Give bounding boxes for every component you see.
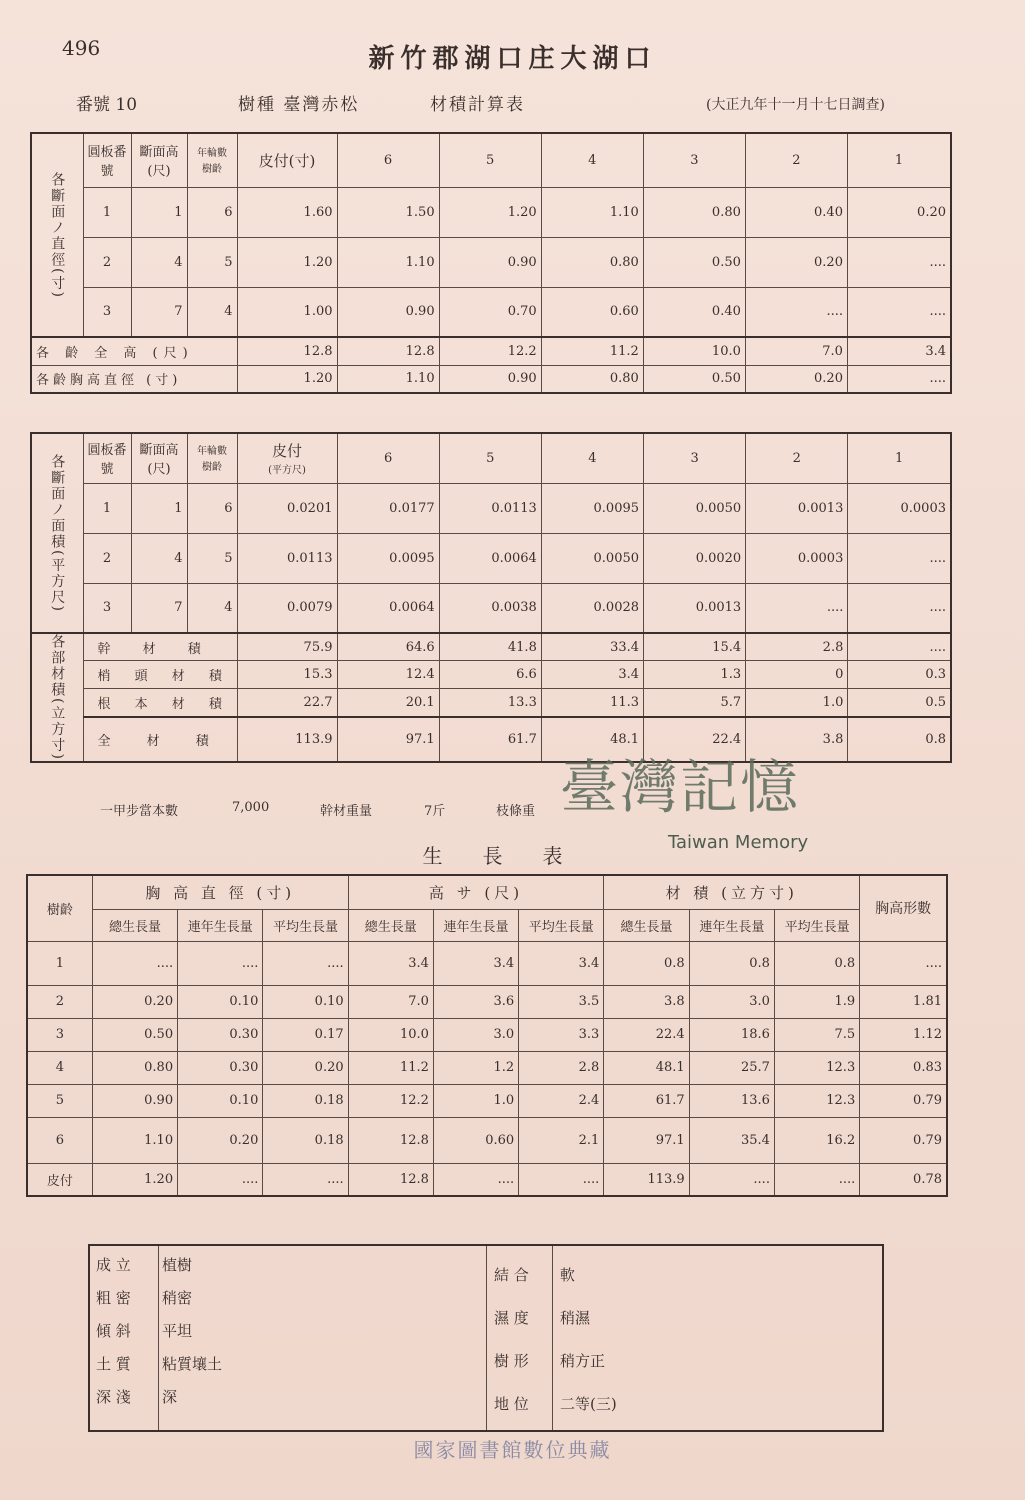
branch-weight-label: 枝條重 xyxy=(496,804,536,819)
stem-weight-label: 幹材重量 xyxy=(320,804,373,819)
table-row: 梢 頭 材 積 15.3 12.4 6.6 3.4 1.3 0 0.3 xyxy=(31,661,951,689)
age-col: 3 xyxy=(643,133,745,187)
diameter-side-label: 各斷面ノ直徑(寸) xyxy=(31,133,83,337)
age-col: 5 xyxy=(439,133,541,187)
species: 樹種 臺灣赤松 xyxy=(238,95,360,115)
table-row: 5 0.90 0.10 0.18 12.2 1.0 2.4 61.7 13.6 12.3 0.79 xyxy=(27,1084,947,1117)
site-item-label: 樹 形 xyxy=(494,1352,529,1370)
table-row: 3 7 4 1.00 0.90 0.70 0.60 0.40 .... .... xyxy=(31,287,951,337)
table-row: 各齡胸高直徑 (寸) 1.20 1.10 0.90 0.80 0.50 0.20 .... xyxy=(31,365,951,393)
bark-header: 皮付 (平方尺) xyxy=(237,433,337,483)
site-item-label: 粗 密 xyxy=(96,1289,131,1307)
volume-group-header: 材 積 (立方寸) xyxy=(604,875,860,909)
disc-header: 圓板番號 xyxy=(83,133,131,187)
growth-table-title: 生長表 xyxy=(422,844,603,868)
bark-header: 皮付(寸) xyxy=(237,133,337,187)
site-item-label: 深 淺 xyxy=(96,1388,131,1406)
form-factor-header: 胸高形數 xyxy=(860,875,947,941)
site-item xyxy=(96,1320,192,1341)
site-item-label: 傾 斜 xyxy=(96,1322,131,1340)
survey-date: (大正九年十一月十七日調查) xyxy=(706,97,885,113)
table-row: 1 1 6 0.0201 0.0177 0.0113 0.0095 0.0050 0.0013 0.0003 xyxy=(31,483,951,533)
site-item-label: 土 質 xyxy=(96,1355,131,1373)
growth-table: 樹齡 胸 高 直 徑 (寸) 高 サ (尺) 材 積 (立方寸) 胸高形數 總生長量 連年生長量 平均生長量 總生長量 連年生長量 平均生長量 總生長量 連年生長量 平均生長量 1 .... .... .... 3.4 3.4 3.4 0.8 0.8 0.8 .... 2 0.20 0.10 0.10 7.0 3.6 3.5 3.8 3.0 1.9 1.81 3 0.50 0.30 0.17 10.0 3.0 3.3 22.4 18.6 7.5 1.12 4 0.80 0.30 0.20 11.2 1.2 2.8 48.1 25.7 12.3 0.83 5 0.90 0.10 0.18 12.2 1.0 2.4 61.7 13.6 12.3 0.79 6 1.10 0.20 0.18 12.8 0.60 2.1 97.1 35.4 16.2 0.79 皮付 1.20 .... .... 12.8 .... .... 113.9 .... .... 0.78 xyxy=(26,874,948,1197)
table-row: 根 本 材 積 22.7 20.1 13.3 11.3 5.7 1.0 0.5 xyxy=(31,689,951,717)
site-item-label: 地 位 xyxy=(494,1395,529,1413)
site-item-value: 稍濕 xyxy=(560,1309,591,1327)
disc-header: 圓板番號 xyxy=(83,433,131,483)
site-conditions-box xyxy=(88,1244,884,1432)
dbh-group-header: 胸 高 直 徑 (寸) xyxy=(92,875,348,909)
trees-per-area-value: 7,000 xyxy=(232,800,270,815)
archive-footer: 國家圖書館數位典藏 xyxy=(413,1438,612,1462)
site-item xyxy=(494,1307,590,1328)
table-row: 全 材 積 113.9 97.1 61.7 48.1 22.4 3.8 0.8 xyxy=(31,717,951,762)
age-col: 1 xyxy=(847,133,951,187)
table-row: 1 .... .... .... 3.4 3.4 3.4 0.8 0.8 0.8 .... xyxy=(27,941,947,985)
site-item xyxy=(96,1353,222,1374)
record-number: 番號 10 xyxy=(76,95,138,115)
age-rings-header: 年輪數 樹齡 xyxy=(187,433,237,483)
diameter-table xyxy=(30,132,952,394)
table-row: 4 0.80 0.30 0.20 11.2 1.2 2.8 48.1 25.7 12.3 0.83 xyxy=(27,1051,947,1084)
site-item-value: 平坦 xyxy=(162,1322,193,1340)
site-item-value: 植樹 xyxy=(162,1256,193,1274)
age-col: 4 xyxy=(541,133,643,187)
age-rings-header: 年輪數 樹齡 xyxy=(187,133,237,187)
site-item xyxy=(96,1287,192,1308)
age-col: 6 xyxy=(337,433,439,483)
site-item-value: 稍密 xyxy=(162,1289,193,1307)
site-item-label: 濕 度 xyxy=(494,1309,529,1327)
site-item xyxy=(96,1386,177,1407)
height-header: 斷面高(尺) xyxy=(131,433,187,483)
age-col: 4 xyxy=(541,433,643,483)
site-item xyxy=(494,1393,617,1414)
age-col: 2 xyxy=(746,433,848,483)
table-row: 2 4 5 0.0113 0.0095 0.0064 0.0050 0.0020 0.0003 .... xyxy=(31,533,951,583)
site-item-label: 結 合 xyxy=(494,1266,529,1284)
area-side-label: 各斷面ノ面積(平方尺) xyxy=(31,433,83,633)
table-row: 各 齡 全 高 (尺) 12.8 12.8 12.2 11.2 10.0 7.0 3.4 xyxy=(31,337,951,365)
watermark-english: Taiwan Memory xyxy=(668,832,809,853)
height-header: 斷面高(尺) xyxy=(131,133,187,187)
table-row: 皮付 1.20 .... .... 12.8 .... .... 113.9 .... .... 0.78 xyxy=(27,1163,947,1196)
site-item-label: 成 立 xyxy=(96,1256,131,1274)
stem-weight-value: 7斤 xyxy=(424,804,446,819)
table-row: 1 1 6 1.60 1.50 1.20 1.10 0.80 0.40 0.20 xyxy=(31,187,951,237)
age-col: 5 xyxy=(439,433,541,483)
site-item-value: 二等(三) xyxy=(560,1395,617,1413)
site-item-value: 稍方正 xyxy=(560,1352,606,1370)
table-name: 材積計算表 xyxy=(430,95,525,115)
divider xyxy=(486,1246,487,1430)
watermark-logo: 臺灣記憶 xyxy=(560,753,801,821)
site-item-value: 深 xyxy=(162,1388,178,1406)
age-col: 2 xyxy=(745,133,847,187)
table-row: 3 7 4 0.0079 0.0064 0.0038 0.0028 0.0013 .... .... xyxy=(31,583,951,633)
table-row: 各部材積(立方寸) 幹 材 積 75.9 64.6 41.8 33.4 15.4 2.8 .... xyxy=(31,633,951,661)
site-item-value: 粘質壤土 xyxy=(162,1355,223,1373)
table-row: 2 0.20 0.10 0.10 7.0 3.6 3.5 3.8 3.0 1.9 1.81 xyxy=(27,985,947,1018)
area-volume-table xyxy=(30,432,952,763)
table-row: 3 0.50 0.30 0.17 10.0 3.0 3.3 22.4 18.6 7.5 1.12 xyxy=(27,1018,947,1051)
page-number: 496 xyxy=(62,36,101,60)
site-item xyxy=(96,1254,192,1275)
age-header: 樹齡 xyxy=(27,875,92,941)
age-col: 1 xyxy=(848,433,951,483)
trees-per-area-label: 一甲步當本數 xyxy=(100,804,179,819)
age-col: 3 xyxy=(644,433,746,483)
site-item xyxy=(494,1350,605,1371)
site-item xyxy=(494,1264,575,1285)
age-col: 6 xyxy=(337,133,439,187)
site-item-value: 軟 xyxy=(560,1266,576,1284)
table-row: 6 1.10 0.20 0.18 12.8 0.60 2.1 97.1 35.4 16.2 0.79 xyxy=(27,1117,947,1163)
volume-side-label: 各部材積(立方寸) xyxy=(31,633,83,762)
height-group-header: 高 サ (尺) xyxy=(348,875,604,909)
table-row: 2 4 5 1.20 1.10 0.90 0.80 0.50 0.20 .... xyxy=(31,237,951,287)
page-title: 新竹郡湖口庄大湖口 xyxy=(368,44,657,74)
